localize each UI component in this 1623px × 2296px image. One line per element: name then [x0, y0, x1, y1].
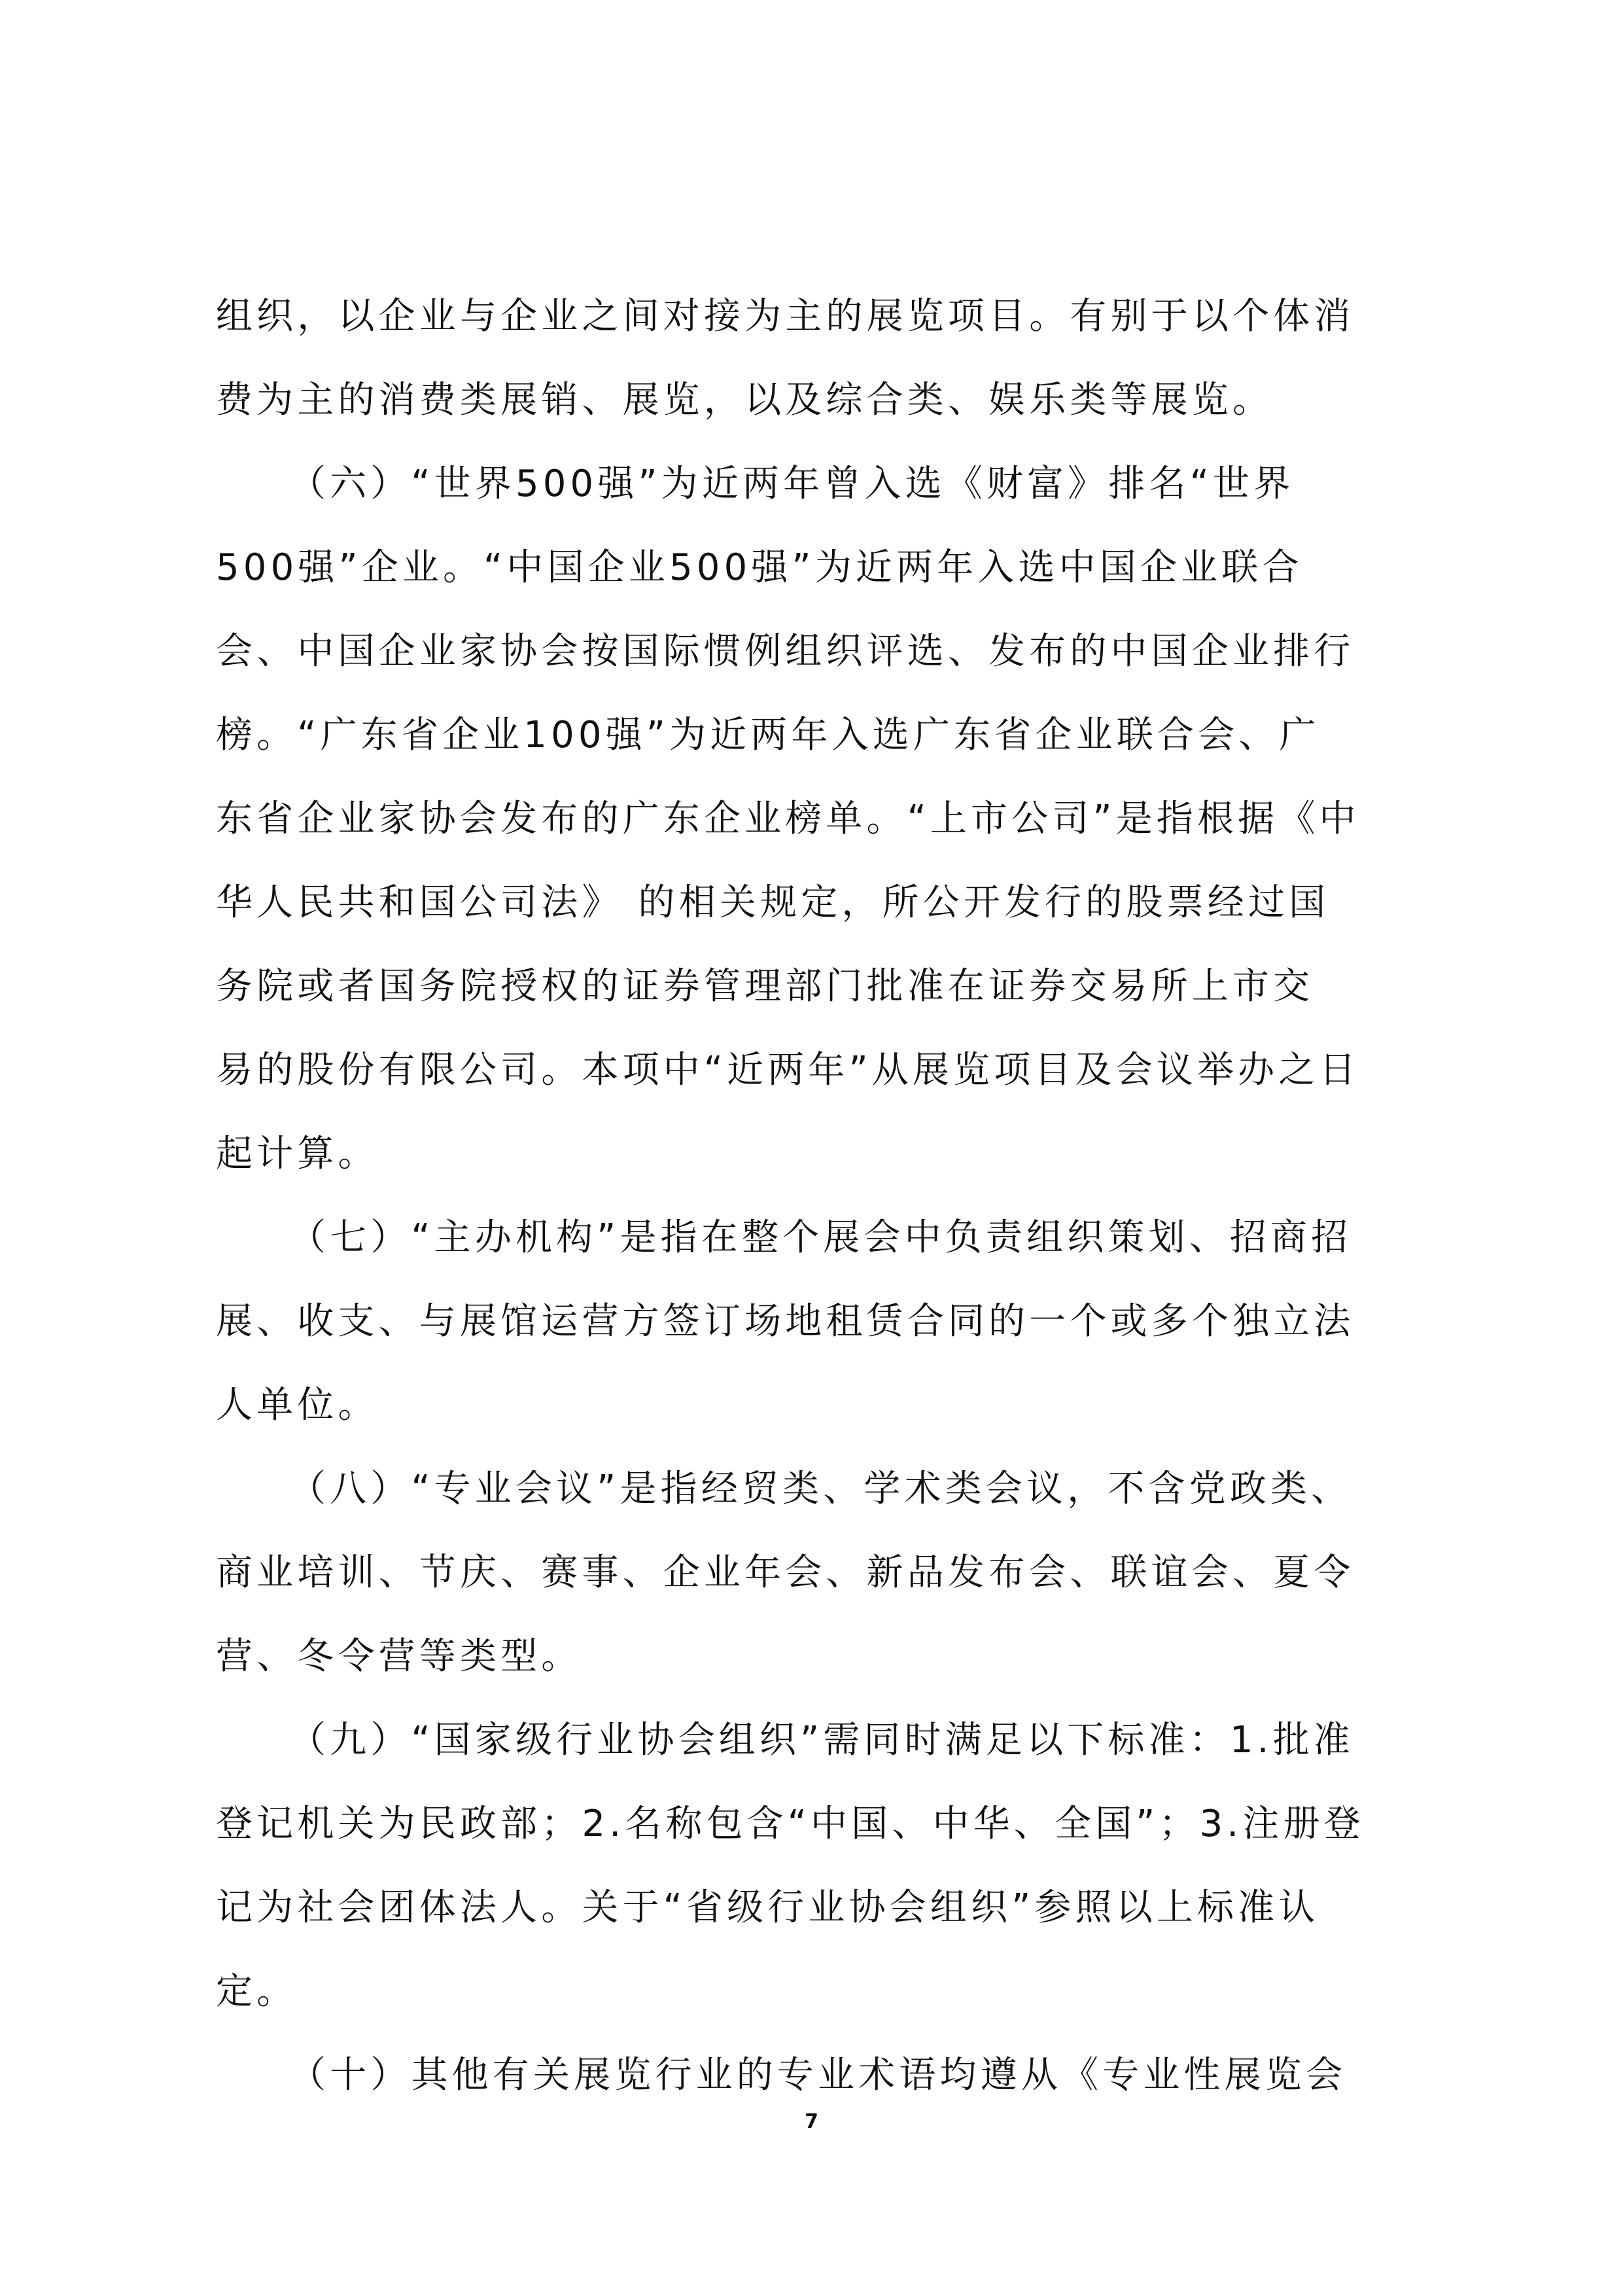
- paragraph-continuation: [216, 275, 1420, 442]
- text-line: 东省企业家协会发布的广东企业榜单。“上市公司”是指根据《中: [216, 798, 1360, 840]
- text-line: 会、中国企业家协会按国际惯例组织评选、发布的中国企业排行: [216, 630, 1355, 673]
- paragraph-8: [216, 1447, 1420, 1699]
- text-line: 商业培训、节庆、赛事、企业年会、新品发布会、联谊会、夏令: [216, 1551, 1355, 1594]
- text-line: 组织，以企业与企业之间对接为主的展览项目。有别于以个体消: [216, 295, 1355, 338]
- paragraph-10: [216, 2034, 1420, 2117]
- text-line: （九）“国家级行业协会组织”需同时满足以下标准：1.批准: [289, 1719, 1354, 1761]
- paragraph-9: [216, 1699, 1420, 2034]
- body-text: [216, 275, 1420, 2117]
- text-line: （十）其他有关展览行业的专业术语均遵从《专业性展览会: [289, 2054, 1347, 2096]
- text-line: 人单位。: [216, 1384, 379, 1426]
- text-line: 易的股份有限公司。本项中“近两年”从展览项目及会议举办之日: [216, 1049, 1360, 1091]
- text-line: 定。: [216, 1970, 298, 2013]
- text-line: 登记机关为民政部；2.名称包含“中国、中华、全国”；3.注册登: [216, 1803, 1365, 1845]
- text-line: 记为社会团体法人。关于“省级行业协会组织”参照以上标准认: [216, 1886, 1319, 1929]
- paragraph-7: [216, 1196, 1420, 1447]
- page-number: 7: [805, 2110, 818, 2133]
- text-line: 展、收支、与展馆运营方签订场地租赁合同的一个或多个独立法: [216, 1300, 1355, 1343]
- text-line: （七）“主办机构”是指在整个展会中负责组织策划、招商招: [289, 1216, 1352, 1259]
- text-line: （八）“专业会议”是指经贸类、学术类会议，不含党政类、: [289, 1468, 1352, 1510]
- text-line: （六）“世界500强”为近两年曾入选《财富》排名“世界: [289, 463, 1295, 505]
- text-line: 起计算。: [216, 1133, 379, 1175]
- text-line: 营、冬令营等类型。: [216, 1635, 582, 1678]
- text-line: 务院或者国务院授权的证券管理部门批准在证券交易所上市交: [216, 965, 1314, 1008]
- text-line: 500强”企业。“中国企业500强”为近两年入选中国企业联合: [216, 546, 1303, 589]
- text-line: 榜。“广东省企业100强”为近两年入选广东省企业联合会、广: [216, 714, 1320, 756]
- paragraph-6: [216, 442, 1420, 1196]
- text-line: 华人民共和国公司法》 的相关规定，所公开发行的股票经过国: [216, 881, 1330, 924]
- text-line: 费为主的消费类展销、展览，以及综合类、娱乐类等展览。: [216, 379, 1274, 421]
